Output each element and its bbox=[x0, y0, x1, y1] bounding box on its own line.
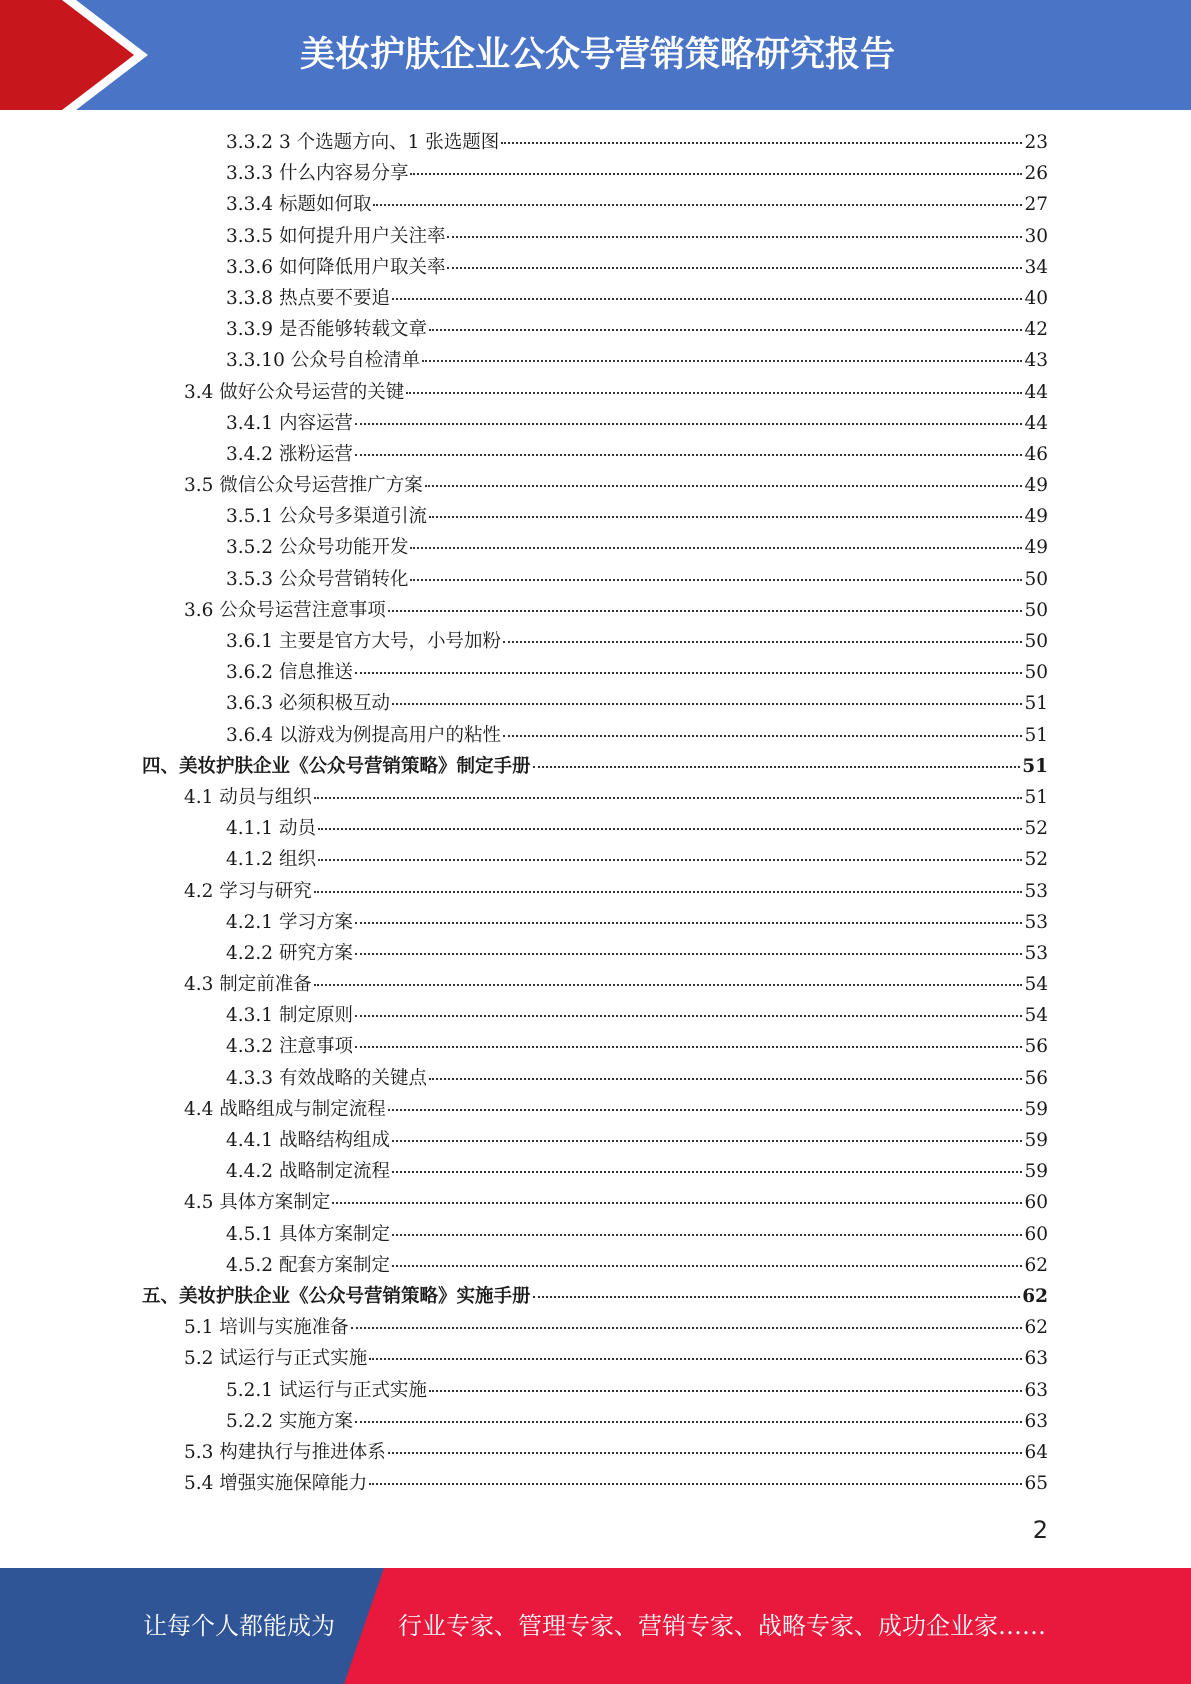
toc-entry-page: 60 bbox=[1024, 1192, 1048, 1214]
toc-entry[interactable] bbox=[0, 1125, 1191, 1156]
toc-entry[interactable] bbox=[0, 720, 1191, 751]
toc-entry[interactable] bbox=[0, 1219, 1191, 1250]
document-title: 美妆护肤企业公众号营销策略研究报告 bbox=[300, 35, 896, 75]
toc-entry[interactable] bbox=[0, 283, 1191, 314]
toc-entry-label: 4.3 制定前准备 bbox=[184, 974, 312, 996]
toc-entry-page: 52 bbox=[1024, 849, 1048, 871]
toc-entry[interactable] bbox=[0, 439, 1191, 470]
toc-entry-label: 3.3.3 什么内容易分享 bbox=[226, 163, 409, 185]
toc-entry-label: 4.3.2 注意事项 bbox=[226, 1036, 353, 1058]
footer-slogan-left: 让每个人都能成为 bbox=[143, 1612, 335, 1640]
toc-entry[interactable] bbox=[0, 377, 1191, 408]
toc-entry-label: 4.2.2 研究方案 bbox=[226, 942, 353, 964]
toc-dot-leader bbox=[429, 328, 1022, 331]
toc-entry-label: 4.4.1 战略结构组成 bbox=[226, 1130, 390, 1151]
toc-entry[interactable] bbox=[0, 1406, 1191, 1437]
toc-entry[interactable] bbox=[0, 1343, 1191, 1374]
toc-entry-page: 62 bbox=[1022, 1285, 1048, 1307]
toc-dot-leader bbox=[355, 1045, 1023, 1048]
toc-entry-page: 54 bbox=[1024, 1005, 1048, 1027]
toc-entry-label: 4.4.2 战略制定流程 bbox=[226, 1161, 390, 1183]
toc-entry[interactable] bbox=[0, 1000, 1191, 1031]
toc-dot-leader bbox=[501, 141, 1022, 144]
toc-dot-leader bbox=[314, 983, 1023, 986]
toc-entry-page: 50 bbox=[1024, 568, 1048, 590]
toc-entry-page: 53 bbox=[1024, 880, 1048, 902]
toc-entry-page: 56 bbox=[1024, 1067, 1048, 1089]
toc-entry-label: 3.3.2 3 个选题方向、1 张选题图 bbox=[226, 132, 500, 153]
table-of-contents bbox=[0, 127, 1191, 1499]
toc-entry[interactable] bbox=[0, 221, 1191, 252]
toc-entry-page: 56 bbox=[1024, 1036, 1048, 1058]
toc-dot-leader bbox=[503, 640, 1022, 643]
toc-entry[interactable] bbox=[0, 751, 1191, 782]
toc-entry-label: 3.6.2 信息推送 bbox=[226, 662, 353, 684]
toc-entry-label: 3.6 公众号运营注意事项 bbox=[184, 599, 386, 621]
toc-entry-label: 四、美妆护肤企业《公众号营销策略》制定手册 bbox=[142, 755, 531, 777]
toc-entry-page: 50 bbox=[1024, 662, 1048, 684]
toc-entry-page: 49 bbox=[1024, 506, 1048, 528]
toc-entry[interactable] bbox=[0, 408, 1191, 439]
toc-entry-page: 49 bbox=[1024, 475, 1048, 497]
toc-entry-page: 59 bbox=[1024, 1161, 1048, 1183]
toc-entry-label: 4.4 战略组成与制定流程 bbox=[184, 1098, 386, 1120]
toc-dot-leader bbox=[503, 734, 1022, 737]
toc-entry[interactable] bbox=[0, 470, 1191, 501]
toc-dot-leader bbox=[392, 1233, 1022, 1236]
toc-dot-leader bbox=[533, 1295, 1021, 1298]
toc-dot-leader bbox=[355, 1014, 1023, 1017]
toc-entry-page: 27 bbox=[1024, 194, 1048, 216]
toc-entry[interactable] bbox=[0, 876, 1191, 907]
toc-entry-page: 52 bbox=[1024, 818, 1048, 840]
toc-dot-leader bbox=[447, 235, 1022, 238]
toc-entry[interactable] bbox=[0, 938, 1191, 969]
toc-entry[interactable] bbox=[0, 969, 1191, 1000]
toc-dot-leader bbox=[392, 702, 1022, 705]
toc-entry[interactable] bbox=[0, 1187, 1191, 1218]
toc-entry-page: 30 bbox=[1024, 225, 1048, 247]
toc-entry-page: 63 bbox=[1024, 1348, 1048, 1370]
toc-entry-label: 3.6.3 必须积极互动 bbox=[226, 693, 390, 715]
toc-entry-label: 4.1.1 动员 bbox=[226, 818, 316, 840]
toc-dot-leader bbox=[314, 890, 1023, 893]
toc-dot-leader bbox=[318, 858, 1023, 861]
toc-entry-label: 4.5 具体方案制定 bbox=[184, 1192, 331, 1214]
toc-dot-leader bbox=[533, 765, 1021, 768]
toc-entry-page: 42 bbox=[1024, 319, 1048, 341]
toc-entry-page: 62 bbox=[1024, 1317, 1048, 1339]
toc-dot-leader bbox=[410, 546, 1022, 549]
toc-entry-label: 5.4 增强实施保障能力 bbox=[184, 1473, 368, 1495]
page-number: 2 bbox=[1032, 1516, 1048, 1544]
toc-entry-label: 4.5.1 具体方案制定 bbox=[226, 1223, 390, 1245]
toc-entry-label: 5.2 试运行与正式实施 bbox=[184, 1348, 368, 1370]
toc-dot-leader bbox=[355, 1420, 1023, 1423]
toc-entry-label: 3.5 微信公众号运营推广方案 bbox=[184, 475, 423, 497]
toc-dot-leader bbox=[314, 796, 1023, 799]
toc-entry-label: 5.2.2 实施方案 bbox=[226, 1410, 353, 1432]
toc-entry[interactable] bbox=[0, 158, 1191, 189]
toc-dot-leader bbox=[447, 266, 1022, 269]
toc-entry[interactable] bbox=[0, 657, 1191, 688]
toc-entry-label: 3.5.1 公众号多渠道引流 bbox=[226, 506, 427, 528]
toc-entry-label: 3.3.5 如何提升用户关注率 bbox=[226, 225, 446, 247]
toc-entry-page: 43 bbox=[1024, 350, 1048, 372]
toc-entry[interactable] bbox=[0, 532, 1191, 563]
toc-entry[interactable] bbox=[0, 907, 1191, 938]
toc-entry-label: 3.5.2 公众号功能开发 bbox=[226, 537, 409, 559]
toc-dot-leader bbox=[429, 1077, 1022, 1080]
toc-entry-label: 4.3.3 有效战略的关键点 bbox=[226, 1067, 427, 1089]
toc-entry-label: 4.1.2 组织 bbox=[226, 849, 316, 871]
toc-dot-leader bbox=[392, 1170, 1022, 1173]
toc-dot-leader bbox=[373, 203, 1022, 206]
toc-entry[interactable] bbox=[0, 1437, 1191, 1468]
toc-entry-label: 4.2 学习与研究 bbox=[184, 880, 312, 902]
toc-dot-leader bbox=[388, 1451, 1023, 1454]
toc-entry[interactable] bbox=[0, 1281, 1191, 1312]
toc-dot-leader bbox=[392, 1264, 1022, 1267]
toc-entry-page: 44 bbox=[1024, 381, 1048, 403]
toc-entry-label: 5.3 构建执行与推进体系 bbox=[184, 1441, 386, 1463]
toc-entry[interactable] bbox=[0, 1094, 1191, 1125]
toc-entry[interactable] bbox=[0, 1063, 1191, 1094]
toc-entry[interactable] bbox=[0, 844, 1191, 875]
toc-dot-leader bbox=[355, 422, 1023, 425]
toc-dot-leader bbox=[425, 484, 1023, 487]
toc-entry[interactable] bbox=[0, 501, 1191, 532]
toc-entry[interactable] bbox=[0, 1468, 1191, 1499]
toc-entry[interactable] bbox=[0, 688, 1191, 719]
toc-dot-leader bbox=[429, 1389, 1022, 1392]
toc-entry-label: 3.5.3 公众号营销转化 bbox=[226, 568, 409, 590]
toc-entry-label: 3.6.1 主要是官方大号，小号加粉 bbox=[226, 631, 501, 652]
toc-entry-page: 60 bbox=[1024, 1223, 1048, 1245]
toc-entry-label: 3.4 做好公众号运营的关键 bbox=[184, 381, 405, 403]
toc-entry-page: 63 bbox=[1024, 1410, 1048, 1432]
toc-entry-label: 3.3.4 标题如何取 bbox=[226, 194, 372, 216]
toc-dot-leader bbox=[332, 1201, 1022, 1204]
toc-entry-page: 62 bbox=[1024, 1254, 1048, 1276]
toc-entry[interactable] bbox=[0, 595, 1191, 626]
toc-entry-page: 51 bbox=[1024, 693, 1048, 715]
toc-dot-leader bbox=[422, 359, 1022, 362]
toc-dot-leader bbox=[410, 578, 1022, 581]
toc-entry-label: 5.2.1 试运行与正式实施 bbox=[226, 1379, 427, 1401]
toc-entry-page: 53 bbox=[1024, 911, 1048, 933]
toc-entry-page: 59 bbox=[1024, 1098, 1048, 1120]
toc-entry-page: 44 bbox=[1024, 412, 1048, 434]
toc-entry[interactable] bbox=[0, 1031, 1191, 1062]
toc-entry-label: 3.6.4 以游戏为例提高用户的粘性 bbox=[226, 724, 501, 746]
toc-dot-leader bbox=[355, 453, 1023, 456]
toc-entry[interactable] bbox=[0, 1375, 1191, 1406]
toc-entry-page: 40 bbox=[1024, 287, 1048, 309]
toc-dot-leader bbox=[355, 921, 1023, 924]
toc-entry-label: 5.1 培训与实施准备 bbox=[184, 1317, 349, 1339]
toc-entry[interactable] bbox=[0, 252, 1191, 283]
footer-slogan-right: 行业专家、管理专家、营销专家、战略专家、成功企业家…… bbox=[398, 1612, 1046, 1640]
toc-entry-label: 3.3.10 公众号自检清单 bbox=[226, 350, 421, 372]
toc-entry-page: 65 bbox=[1024, 1473, 1048, 1495]
toc-entry[interactable] bbox=[0, 813, 1191, 844]
toc-dot-leader bbox=[429, 515, 1022, 518]
toc-dot-leader bbox=[355, 952, 1023, 955]
toc-entry[interactable] bbox=[0, 1156, 1191, 1187]
page-header bbox=[0, 0, 1191, 110]
toc-entry-page: 64 bbox=[1024, 1441, 1048, 1463]
page-footer bbox=[0, 1568, 1191, 1684]
toc-entry-page: 50 bbox=[1024, 599, 1048, 621]
toc-entry-page: 50 bbox=[1024, 631, 1048, 652]
toc-entry[interactable] bbox=[0, 189, 1191, 220]
toc-entry[interactable] bbox=[0, 127, 1191, 158]
toc-dot-leader bbox=[369, 1357, 1022, 1360]
toc-entry[interactable] bbox=[0, 626, 1191, 657]
toc-dot-leader bbox=[369, 1482, 1022, 1485]
toc-entry-page: 34 bbox=[1024, 256, 1048, 278]
toc-entry-page: 51 bbox=[1024, 786, 1048, 808]
toc-entry-page: 51 bbox=[1024, 724, 1048, 746]
toc-dot-leader bbox=[392, 297, 1022, 300]
toc-entry-page: 49 bbox=[1024, 537, 1048, 559]
toc-dot-leader bbox=[392, 1139, 1022, 1142]
toc-entry-page: 54 bbox=[1024, 974, 1048, 996]
toc-dot-leader bbox=[388, 609, 1023, 612]
toc-entry-label: 4.1 动员与组织 bbox=[184, 786, 312, 808]
toc-entry-label: 3.4.1 内容运营 bbox=[226, 412, 353, 434]
toc-dot-leader bbox=[406, 391, 1022, 394]
toc-entry-label: 3.4.2 涨粉运营 bbox=[226, 443, 353, 465]
toc-entry[interactable] bbox=[0, 1312, 1191, 1343]
toc-entry[interactable] bbox=[0, 345, 1191, 376]
toc-entry-label: 4.2.1 学习方案 bbox=[226, 911, 353, 933]
toc-entry-page: 26 bbox=[1024, 163, 1048, 185]
toc-entry-page: 63 bbox=[1024, 1379, 1048, 1401]
toc-dot-leader bbox=[388, 1108, 1023, 1111]
toc-entry-page: 53 bbox=[1024, 942, 1048, 964]
toc-entry-page: 23 bbox=[1024, 132, 1048, 153]
toc-entry-label: 4.3.1 制定原则 bbox=[226, 1005, 353, 1027]
toc-entry-label: 3.3.6 如何降低用户取关率 bbox=[226, 256, 446, 278]
toc-entry-page: 59 bbox=[1024, 1130, 1048, 1151]
toc-dot-leader bbox=[351, 1326, 1023, 1329]
toc-entry-label: 3.3.9 是否能够转载文章 bbox=[226, 319, 427, 341]
toc-entry-label: 4.5.2 配套方案制定 bbox=[226, 1254, 390, 1276]
toc-entry-page: 46 bbox=[1024, 443, 1048, 465]
toc-entry-page: 51 bbox=[1022, 755, 1048, 777]
toc-dot-leader bbox=[410, 172, 1022, 175]
toc-entry-label: 五、美妆护肤企业《公众号营销策略》实施手册 bbox=[142, 1285, 531, 1307]
toc-dot-leader bbox=[318, 827, 1023, 830]
toc-entry[interactable] bbox=[0, 1250, 1191, 1281]
toc-entry[interactable] bbox=[0, 314, 1191, 345]
toc-dot-leader bbox=[355, 671, 1023, 674]
toc-entry[interactable] bbox=[0, 564, 1191, 595]
toc-entry[interactable] bbox=[0, 782, 1191, 813]
toc-entry-label: 3.3.8 热点要不要追 bbox=[226, 287, 390, 309]
